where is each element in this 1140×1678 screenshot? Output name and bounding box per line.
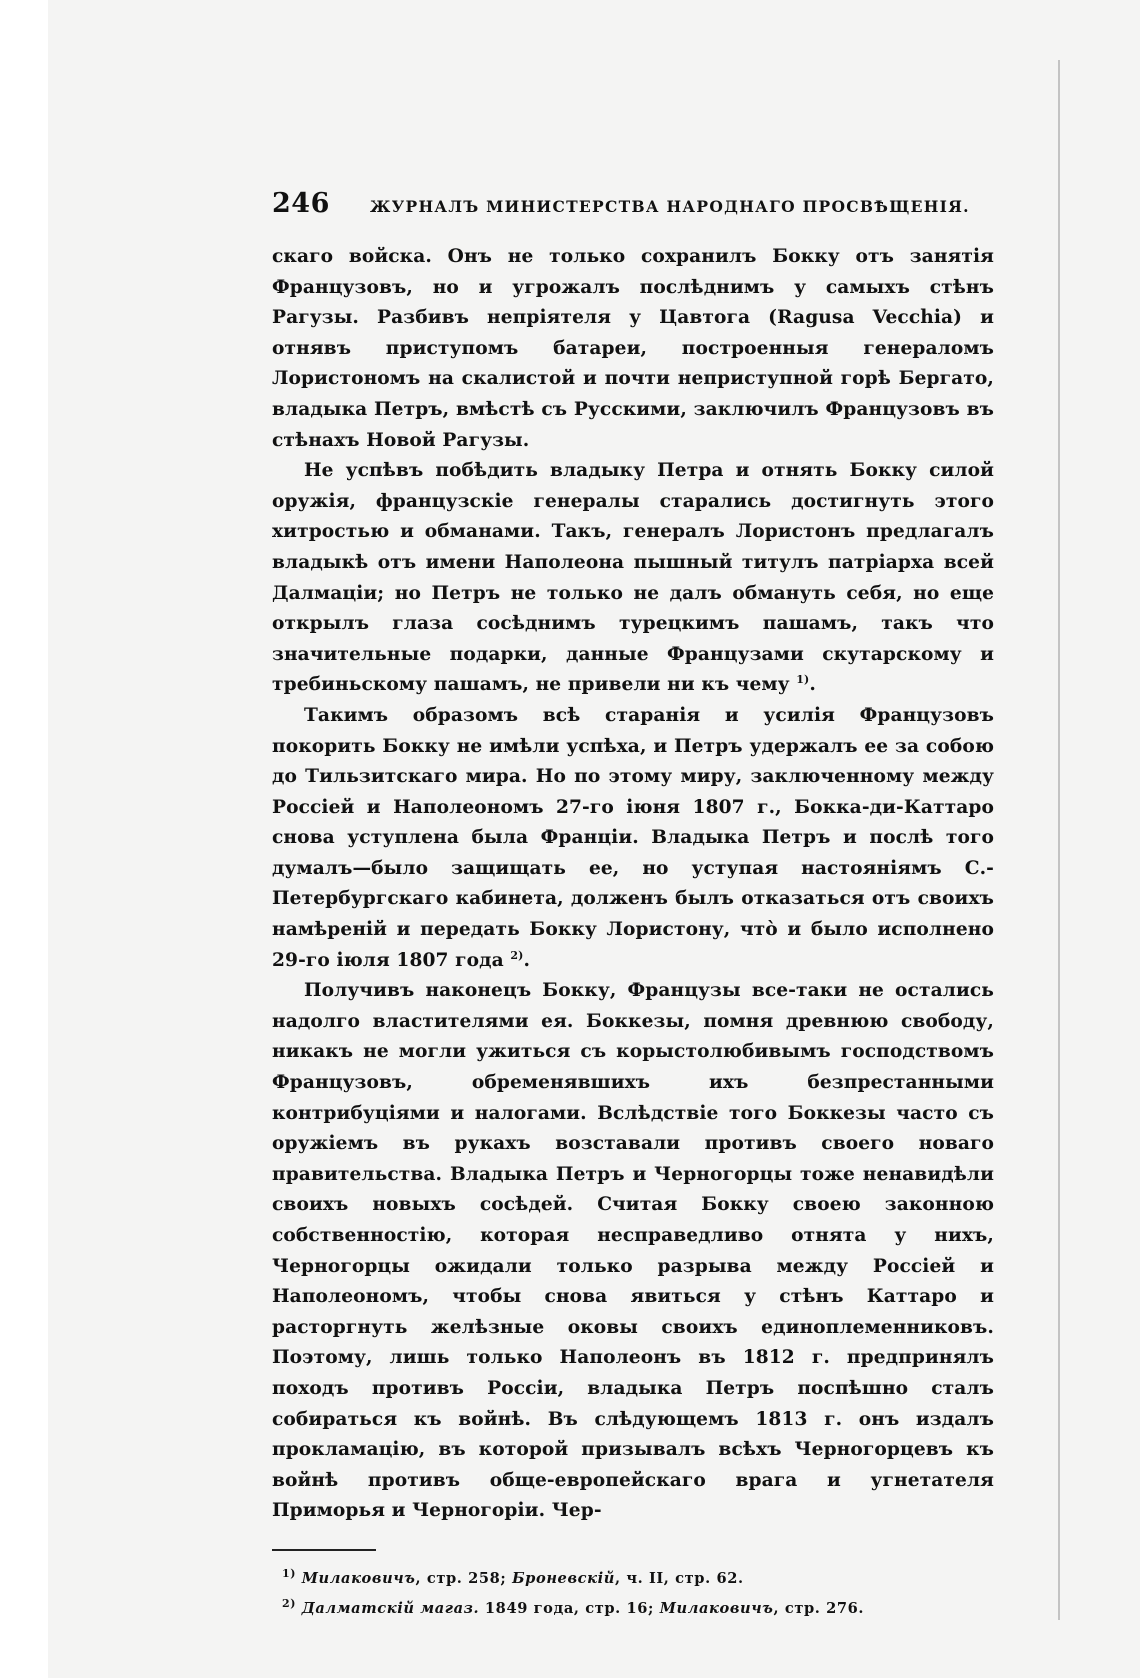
- footnotes: [272, 1561, 994, 1621]
- footnote-ref-2-mark: 2: [510, 948, 519, 962]
- footnote-1-text-2: , ч. II, стр. 62.: [614, 1569, 744, 1587]
- footnote-ref-1-mark: 1: [796, 673, 805, 687]
- paragraph-3: [272, 701, 994, 976]
- page-edge-line: [1058, 60, 1060, 1620]
- footnote-2: [272, 1591, 994, 1621]
- footnote-1-source-1: Милаковичъ: [301, 1569, 416, 1587]
- footnote-2-number: 2: [282, 1596, 291, 1610]
- paragraph-2-tail: .: [809, 674, 816, 696]
- footnote-1-source-2: Броневскій: [512, 1569, 615, 1587]
- footnote-ref-2[interactable]: 2): [510, 948, 524, 962]
- footnote-divider: [272, 1549, 376, 1551]
- body-text: [272, 242, 994, 1527]
- document-page: [272, 188, 994, 1621]
- paragraph-3-text: Такимъ образомъ всѣ старанія и усилія Французовъ покорить Бокку не имѣли успѣха, и Петръ удержалъ ее за собою до Тильзитскаго мира. Но по этому миру, заключенному между Россіей и Наполеономъ 27-го іюня 1807 г., Бокка-ди-Каттаро снова уступлена была Франціи. Владыка Петръ и послѣ того думалъ—было защищать ее, но уступая настояніямъ С.-Петербургскаго кабинета, долженъ былъ отказаться отъ своихъ намѣреній и передать Бокку Лористону, что̀ и было исполнено 29-го іюля 1807 года: [272, 704, 994, 971]
- paragraph-1-text: скаго войска. Онъ не только сохранилъ Бокку отъ занятія Французовъ, но и угрожалъ послѣднимъ у самыхъ стѣнъ Рагузы. Разбивъ непріятеля у Цавтога (Ragusa Vecchia) и отнявъ приступомъ батареи, построенныя генераломъ Лористономъ на скалистой и почти неприступной горѣ Бергато, владыка Петръ, вмѣстѣ съ Русскими, заключилъ Французовъ въ стѣнахъ Новой Рагузы.: [272, 246, 994, 451]
- footnote-2-text-1: 1849 года, стр. 16;: [479, 1599, 660, 1617]
- footnote-ref-1[interactable]: 1): [796, 673, 810, 687]
- footnote-1-text-1: , стр. 258;: [415, 1569, 513, 1587]
- page-number: 246: [272, 188, 330, 219]
- paragraph-2-text: Не успѣвъ побѣдить владыку Петра и отнять Бокку силой оружія, французскіе генералы старались достигнуть этого хитростью и обманами. Такъ, генералъ Лористонъ предлагалъ владыкѣ отъ имени Наполеона пышный титулъ патріарха всей Далмаціи; но Петръ не только не далъ обмануть себя, но еще открылъ глаза сосѣднимъ турецкимъ пашамъ, такъ что значительные подарки, данные Французами скутарскому и требиньскому пашамъ, не привели ни къ чему: [272, 460, 994, 696]
- paragraph-4: [272, 976, 994, 1527]
- paragraph-1: [272, 242, 994, 456]
- footnote-1: [272, 1561, 994, 1591]
- footnote-2-source-1: Далматскій магаз.: [301, 1599, 480, 1617]
- footnote-2-source-2: Милаковичъ: [659, 1599, 774, 1617]
- footnote-2-text-2: , стр. 276.: [773, 1599, 865, 1617]
- footnote-1-number: 1: [282, 1566, 291, 1580]
- paragraph-2: [272, 456, 994, 701]
- footnote-2-mark: 2): [282, 1596, 297, 1610]
- running-header: [272, 188, 994, 218]
- paragraph-3-tail: .: [523, 949, 531, 971]
- paragraph-4-text: Получивъ наконецъ Бокку, Французы все-таки не остались надолго властителями ея. Боккезы, помня древнюю свободу, никакъ не могли ужиться съ корыстолюбивымъ господствомъ Французовъ, обременявшихъ ихъ безпрестанными контрибуціями и налогами. Вслѣдствіе того Боккезы часто съ оружіемъ въ рукахъ возставали противъ своего новаго правительства. Владыка Петръ и Черногорцы тоже ненавидѣли своихъ новыхъ сосѣдей. Считая Бокку своею законною собственностію, которая несправедливо отнята у нихъ, Черногорцы ожидали только разрыва между Россіей и Наполеономъ, чтобы снова явиться у стѣнъ Каттаро и расторгнуть желѣзные оковы своихъ единоплеменниковъ. Поэтому, лишь только Наполеонъ въ 1812 г. предпринялъ походъ противъ Россіи, владыка Петръ поспѣшно сталъ собираться къ войнѣ. Въ слѣдующемъ 1813 г. онъ издалъ прокламацію, въ которой призывалъ всѣхъ Черногорцевъ къ войнѣ противъ обще-европейскаго врага и угнетателя Приморья и Черногоріи. Чер-: [272, 980, 994, 1522]
- journal-title: ЖУРНАЛЪ МИНИСТЕРСТВА НАРОДНАГО ПРОСВѢЩЕНІЯ.: [370, 197, 970, 216]
- footnote-1-mark: 1): [282, 1566, 297, 1580]
- scan-margin: [0, 0, 48, 1678]
